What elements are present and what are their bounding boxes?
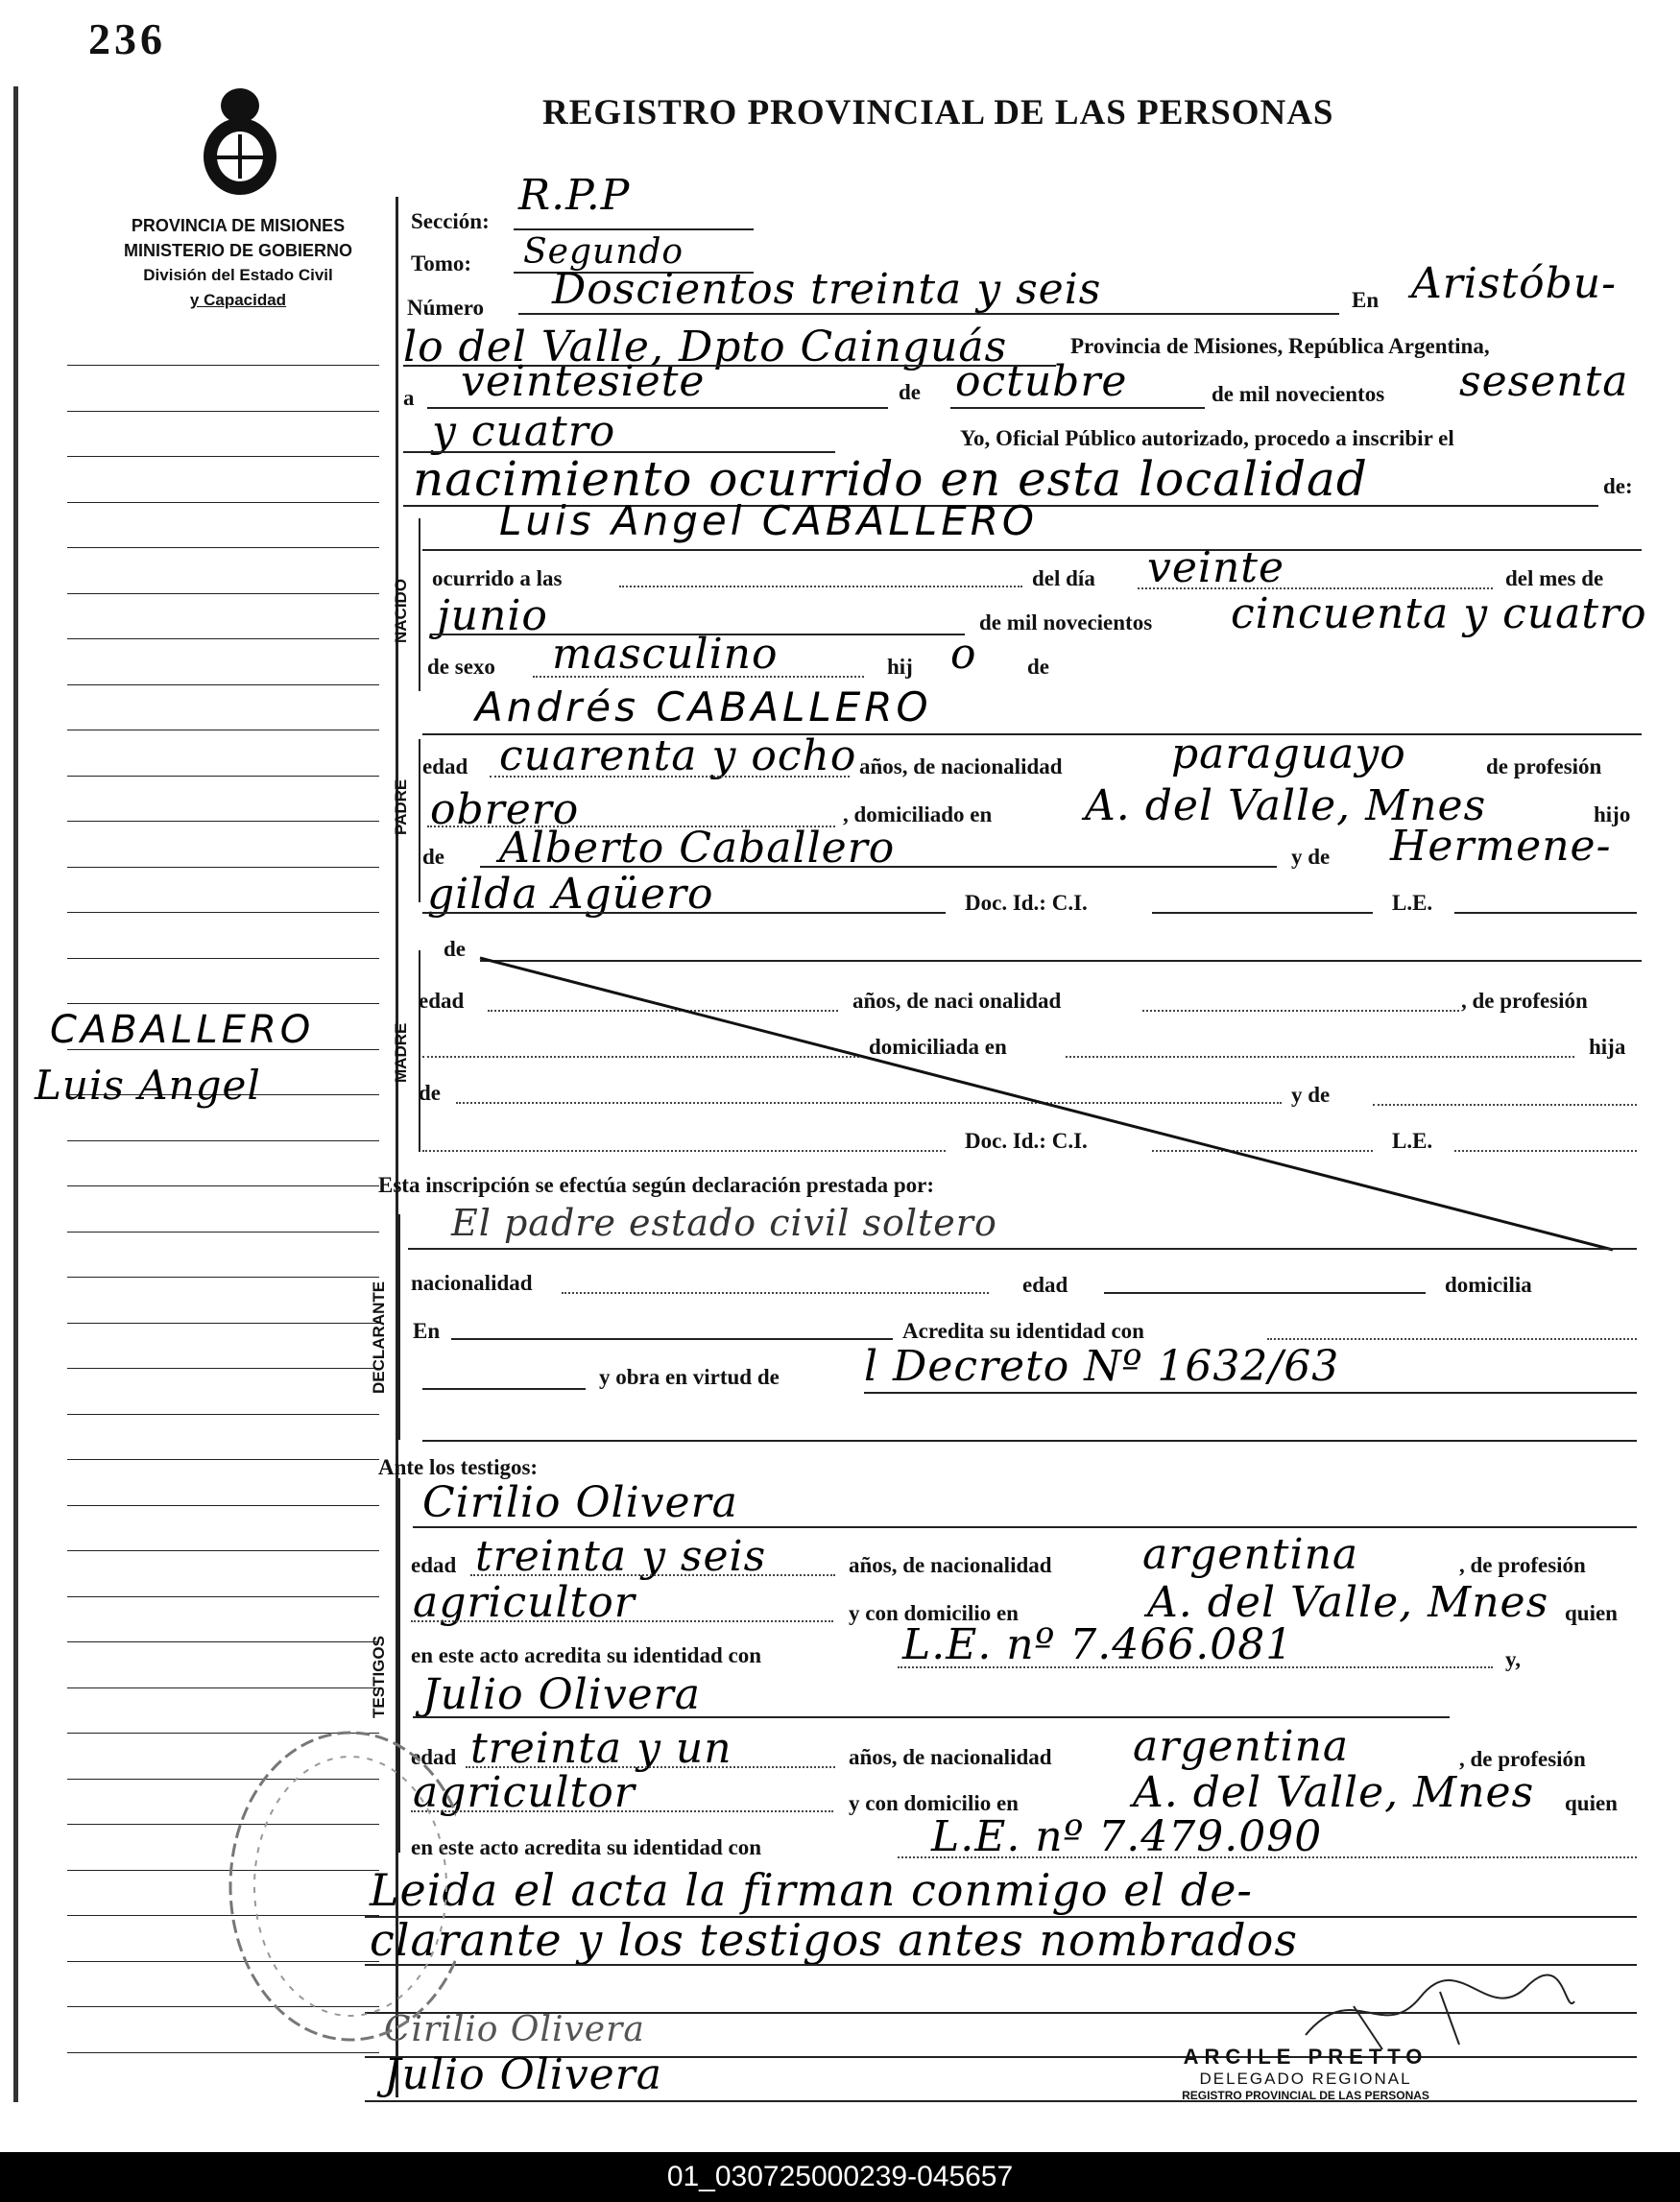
field-tomo: Segundo <box>523 232 684 272</box>
label-mil-novecientos: de mil novecientos <box>1212 382 1385 406</box>
label-testigo2-nacionalidad: años, de nacionalidad <box>849 1745 1052 1769</box>
field-abuela-1: Hermene- <box>1390 822 1612 871</box>
side-label-madre: MADRE <box>392 1022 410 1083</box>
signature-witness-1: Cirilio Olivera <box>384 2010 645 2049</box>
line-declarante <box>408 1248 1637 1250</box>
label-en: En <box>1352 288 1380 312</box>
signature-witness-2: Julio Olivera <box>384 2050 662 2099</box>
label-domicilia-declarante: domicilia <box>1445 1273 1532 1297</box>
field-testigo2-edad: treinta y un <box>470 1724 732 1773</box>
label-de-mes: de <box>899 380 921 404</box>
field-hecho: nacimiento ocurrido en esta localidad <box>413 451 1368 507</box>
official-signature-scribble <box>1296 1968 1584 2054</box>
label-madre-de: de <box>444 937 466 961</box>
label-de-padres: de <box>1027 655 1049 679</box>
label-madre-padres-de: de <box>419 1081 441 1105</box>
stamp-name: ARCILE PRETTO <box>1183 2045 1428 2069</box>
label-numero: Número <box>407 296 485 320</box>
line-edad-declarante <box>1104 1292 1426 1294</box>
label-padre-nacionalidad: años, de nacionalidad <box>859 754 1063 778</box>
label-testigo2-profesion: , de profesión <box>1459 1747 1586 1771</box>
side-label-padre: PADRE <box>392 778 410 835</box>
line-testigo1-edad <box>470 1574 835 1576</box>
label-sexo: de sexo <box>427 655 495 679</box>
line-decreto <box>864 1392 1637 1394</box>
label-testigo2-domicilio: y con domicilio en <box>849 1791 1019 1815</box>
label-testigo2-edad: edad <box>411 1745 457 1769</box>
footer-id: 01_030725000239-045657 <box>0 2152 1680 2202</box>
field-decreto: l Decreto Nº 1632/63 <box>864 1342 1340 1391</box>
label-madre-nacionalidad: años, de naci onalidad <box>852 989 1062 1013</box>
label-testigo1-profesion: , de profesión <box>1459 1553 1586 1577</box>
label-nacionalidad-declarante: nacionalidad <box>411 1271 533 1295</box>
page-number: 236 <box>88 14 166 63</box>
issuer-capacity: y Capacidad <box>189 291 287 309</box>
field-hijo-sufijo: o <box>950 630 977 679</box>
label-hijo: hijo <box>1594 802 1631 826</box>
label-padre-edad: edad <box>422 754 468 778</box>
stamp-office: REGISTRO PROVINCIAL DE LAS PERSONAS <box>1182 2089 1429 2102</box>
line-declarante-end <box>422 1440 1637 1442</box>
field-nombre-nacido: Luis Angel CABALLERO <box>499 497 1038 544</box>
label-a: a <box>403 386 415 410</box>
side-label-declarante: DECLARANTE <box>370 1281 388 1394</box>
field-en-lugar-1: Aristóbu- <box>1411 259 1618 308</box>
field-testigo1-domicilio: A. del Valle, Mnes <box>1147 1578 1549 1627</box>
margin-note-given: Luis Angel <box>35 1062 261 1109</box>
line-testigo2-profesion <box>411 1810 833 1812</box>
label-testigo1-nacionalidad: años, de nacionalidad <box>849 1553 1052 1577</box>
field-testigo1-doc: L.E. nº 7.466.081 <box>902 1620 1294 1669</box>
label-de-abuelo: de <box>422 845 444 869</box>
line-acredita <box>1267 1338 1637 1340</box>
issuer-division: División del Estado Civil <box>143 266 333 284</box>
label-yo-oficial: Yo, Oficial Público autorizado, procedo a inscribir el <box>960 426 1454 450</box>
field-sexo: masculino <box>552 630 779 679</box>
label-mil-novecientos-2: de mil novecientos <box>979 610 1153 634</box>
label-tomo: Tomo: <box>411 251 472 275</box>
label-provincia: Provincia de Misiones, República Argentina, <box>1070 334 1490 358</box>
issuer-province: PROVINCIA DE MISIONES <box>131 216 346 235</box>
field-testigo2-domicilio: A. del Valle, Mnes <box>1133 1768 1535 1817</box>
label-ante-testigos: Ante los testigos: <box>378 1455 539 1479</box>
field-testigo1-profesion: agricultor <box>413 1578 636 1627</box>
label-hija: hija <box>1589 1035 1626 1059</box>
line-closing-2 <box>365 1964 1637 1966</box>
field-testigo1-nacionalidad: argentina <box>1142 1530 1359 1579</box>
closing-line-1: Leida el acta la firman conmigo el de- <box>370 1864 1253 1916</box>
label-de-colon: de: <box>1603 474 1633 498</box>
line-testigo1-profesion <box>411 1620 833 1622</box>
side-label-nacido: NACIDO <box>392 578 410 643</box>
field-abuela-2: gilda Agüero <box>427 870 714 919</box>
field-testigo2-nacionalidad: argentina <box>1133 1722 1350 1771</box>
label-testigo1-quien: quien <box>1565 1601 1618 1625</box>
line-testigo1-doc <box>898 1666 1493 1668</box>
line-acredita-2 <box>422 1388 586 1390</box>
field-padre-domicilio: A. del Valle, Mnes <box>1085 781 1487 830</box>
label-acredita: Acredita su identidad con <box>902 1319 1144 1343</box>
field-anio-nacimiento: cincuenta y cuatro <box>1231 589 1647 638</box>
side-label-testigos: TESTIGOS <box>370 1636 388 1718</box>
field-padre-profesion: obrero <box>430 785 580 834</box>
field-testigo1-edad: treinta y seis <box>475 1532 767 1581</box>
line-testigo2-nombre <box>413 1716 1450 1718</box>
label-testigo1-domicilio: y con domicilio en <box>849 1601 1019 1625</box>
field-testigo2-doc: L.E. nº 7.479.090 <box>931 1812 1323 1861</box>
line-nacionalidad-declarante <box>562 1292 989 1294</box>
label-testigo1-acredita: en este acto acredita su identidad con <box>411 1643 762 1667</box>
label-y-de-abuela: y de <box>1291 845 1331 869</box>
margin-note-surname: CABALLERO <box>50 1008 315 1052</box>
label-domiciliado: , domiciliado en <box>843 802 993 826</box>
label-obra-virtud: y obra en virtud de <box>599 1365 780 1389</box>
field-dia-inscripcion: veintesiete <box>461 357 706 406</box>
field-testigo2-nombre: Julio Olivera <box>422 1670 701 1719</box>
label-le-madre: L.E. <box>1392 1129 1433 1153</box>
label-padre-profesion: de profesión <box>1486 754 1602 778</box>
label-domiciliada: domiciliada en <box>869 1035 1007 1059</box>
line-testigo2-doc <box>898 1856 1637 1858</box>
label-seccion: Sección: <box>411 209 490 233</box>
label-del-mes: del mes de <box>1505 566 1604 590</box>
field-mes-inscripcion: octubre <box>955 357 1128 406</box>
label-madre-edad: edad <box>419 989 465 1013</box>
official-stamp <box>1123 2045 1488 2102</box>
circular-seal <box>206 1723 456 2049</box>
label-hij: hij <box>887 655 913 679</box>
label-en-declarante: En <box>413 1319 441 1343</box>
label-le-padre: L.E. <box>1392 891 1433 915</box>
label-inscripcion: Esta inscripción se efectúa según declaración prestada por: <box>378 1173 935 1197</box>
label-del-dia: del día <box>1032 566 1095 590</box>
field-padre-nombre: Andrés CABALLERO <box>475 683 932 730</box>
field-testigo2-profesion: agricultor <box>413 1768 636 1817</box>
field-abuelo: Alberto Caballero <box>499 824 896 873</box>
field-numero: Doscientos treinta y seis <box>552 265 1102 314</box>
label-testigo1-y: y, <box>1505 1647 1521 1671</box>
label-madre-y-de: y de <box>1291 1083 1331 1107</box>
document-title: REGISTRO PROVINCIAL DE LAS PERSONAS <box>542 93 1334 132</box>
label-testigo2-quien: quien <box>1565 1791 1618 1815</box>
field-dia-nacimiento: veinte <box>1147 543 1285 592</box>
label-testigo2-acredita: en este acto acredita su identidad con <box>411 1835 762 1859</box>
field-padre-nacionalidad: paraguayo <box>1171 730 1406 778</box>
field-seccion: R.P.P <box>518 171 631 220</box>
field-anio-inscripcion-1: sesenta <box>1459 357 1629 406</box>
line-testigo1-nombre <box>413 1526 1637 1528</box>
field-testigo1-nombre: Cirilio Olivera <box>422 1478 738 1527</box>
field-mes-nacimiento: junio <box>437 591 548 640</box>
label-doc-id-madre: Doc. Id.: C.I. <box>965 1129 1088 1153</box>
closing-line-2: clarante y los testigos antes nombrados <box>370 1914 1298 1966</box>
issuer-ministry: MINISTERIO DE GOBIERNO <box>123 241 353 260</box>
field-padre-edad: cuarenta y ocho <box>499 731 857 780</box>
field-anio-inscripcion-2: y cuatro <box>432 407 616 456</box>
label-madre-profesion: , de profesión <box>1461 989 1588 1013</box>
label-edad-declarante: edad <box>1022 1273 1068 1297</box>
line-en-declarante <box>451 1338 893 1340</box>
field-en-lugar-2: lo del Valle, Dpto Cainguás <box>403 323 1008 371</box>
label-doc-id-padre: Doc. Id.: C.I. <box>965 891 1088 915</box>
stamp-role: DELEGADO REGIONAL <box>1199 2070 1412 2088</box>
label-testigo1-edad: edad <box>411 1553 457 1577</box>
label-ocurrido: ocurrido a las <box>432 566 563 590</box>
field-declarante: El padre estado civil soltero <box>451 1202 997 1244</box>
